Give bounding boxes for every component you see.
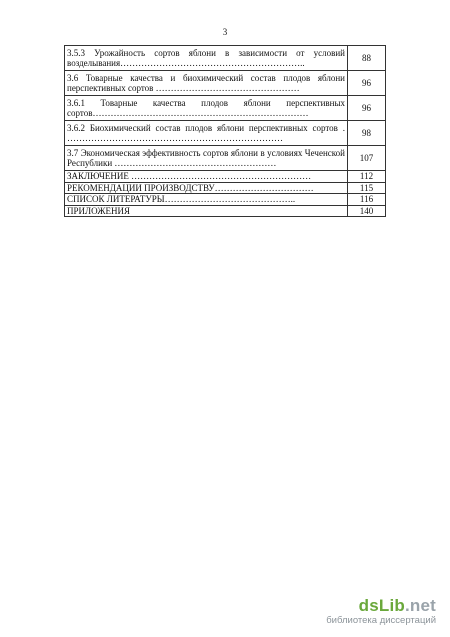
- toc-entry-page: 112: [348, 171, 386, 183]
- toc-row: [65, 182, 386, 194]
- logo-ds-text: dsLib: [358, 596, 405, 615]
- toc-row: [65, 96, 386, 121]
- toc-entry-page: 98: [348, 121, 386, 146]
- toc-entry-page: 115: [348, 182, 386, 194]
- toc-entry-title: 3.7 Экономическая эффективность сортов яблони в условиях Чеченской Республики ………………………………………………: [65, 146, 348, 171]
- toc-entry-title: 3.6.2 Биохимический состав плодов яблони перспективных сортов . ………………………………………………………………: [65, 121, 348, 146]
- toc-entry-title: СПИСОК ЛИТЕРАТУРЫ……………………………………..: [65, 194, 348, 206]
- toc-entry-title: РЕКОМЕНДАЦИИ ПРОИЗВОДСТВУ……………………………: [65, 182, 348, 194]
- toc-row: [65, 46, 386, 71]
- dslib-logo: [326, 596, 436, 616]
- toc-row: [65, 194, 386, 206]
- watermark-subtitle: библиотека диссертаций: [326, 615, 436, 626]
- toc-entry-page: 96: [348, 71, 386, 96]
- logo-net-text: .net: [404, 596, 436, 615]
- toc-entry-title: ЗАКЛЮЧЕНИЕ ……………………………………………………: [65, 171, 348, 183]
- toc-entry-title: 3.6.1 Товарные качества плодов яблони перспективных сортов………………………………………………………………: [65, 96, 348, 121]
- page-number: 3: [222, 27, 228, 37]
- toc-entry-page: 140: [348, 205, 386, 217]
- toc-row: [65, 171, 386, 183]
- toc-entry-title: 3.5.3 Урожайность сортов яблони в зависимости от условий возделывания……………………………………………………..: [65, 46, 348, 71]
- toc-row: [65, 71, 386, 96]
- toc-row: [65, 146, 386, 171]
- toc-entry-page: 96: [348, 96, 386, 121]
- toc-row: [65, 205, 386, 217]
- toc-entry-title: 3.6 Товарные качества и биохимический состав плодов яблони перспективных сортов …………………………………………: [65, 71, 348, 96]
- dslib-watermark: [326, 596, 436, 626]
- toc-entry-page: 116: [348, 194, 386, 206]
- toc-entry-page: 88: [348, 46, 386, 71]
- toc-row: [65, 121, 386, 146]
- toc-entry-title: ПРИЛОЖЕНИЯ: [65, 205, 348, 217]
- toc-entry-page: 107: [348, 146, 386, 171]
- table-of-contents: [64, 45, 386, 217]
